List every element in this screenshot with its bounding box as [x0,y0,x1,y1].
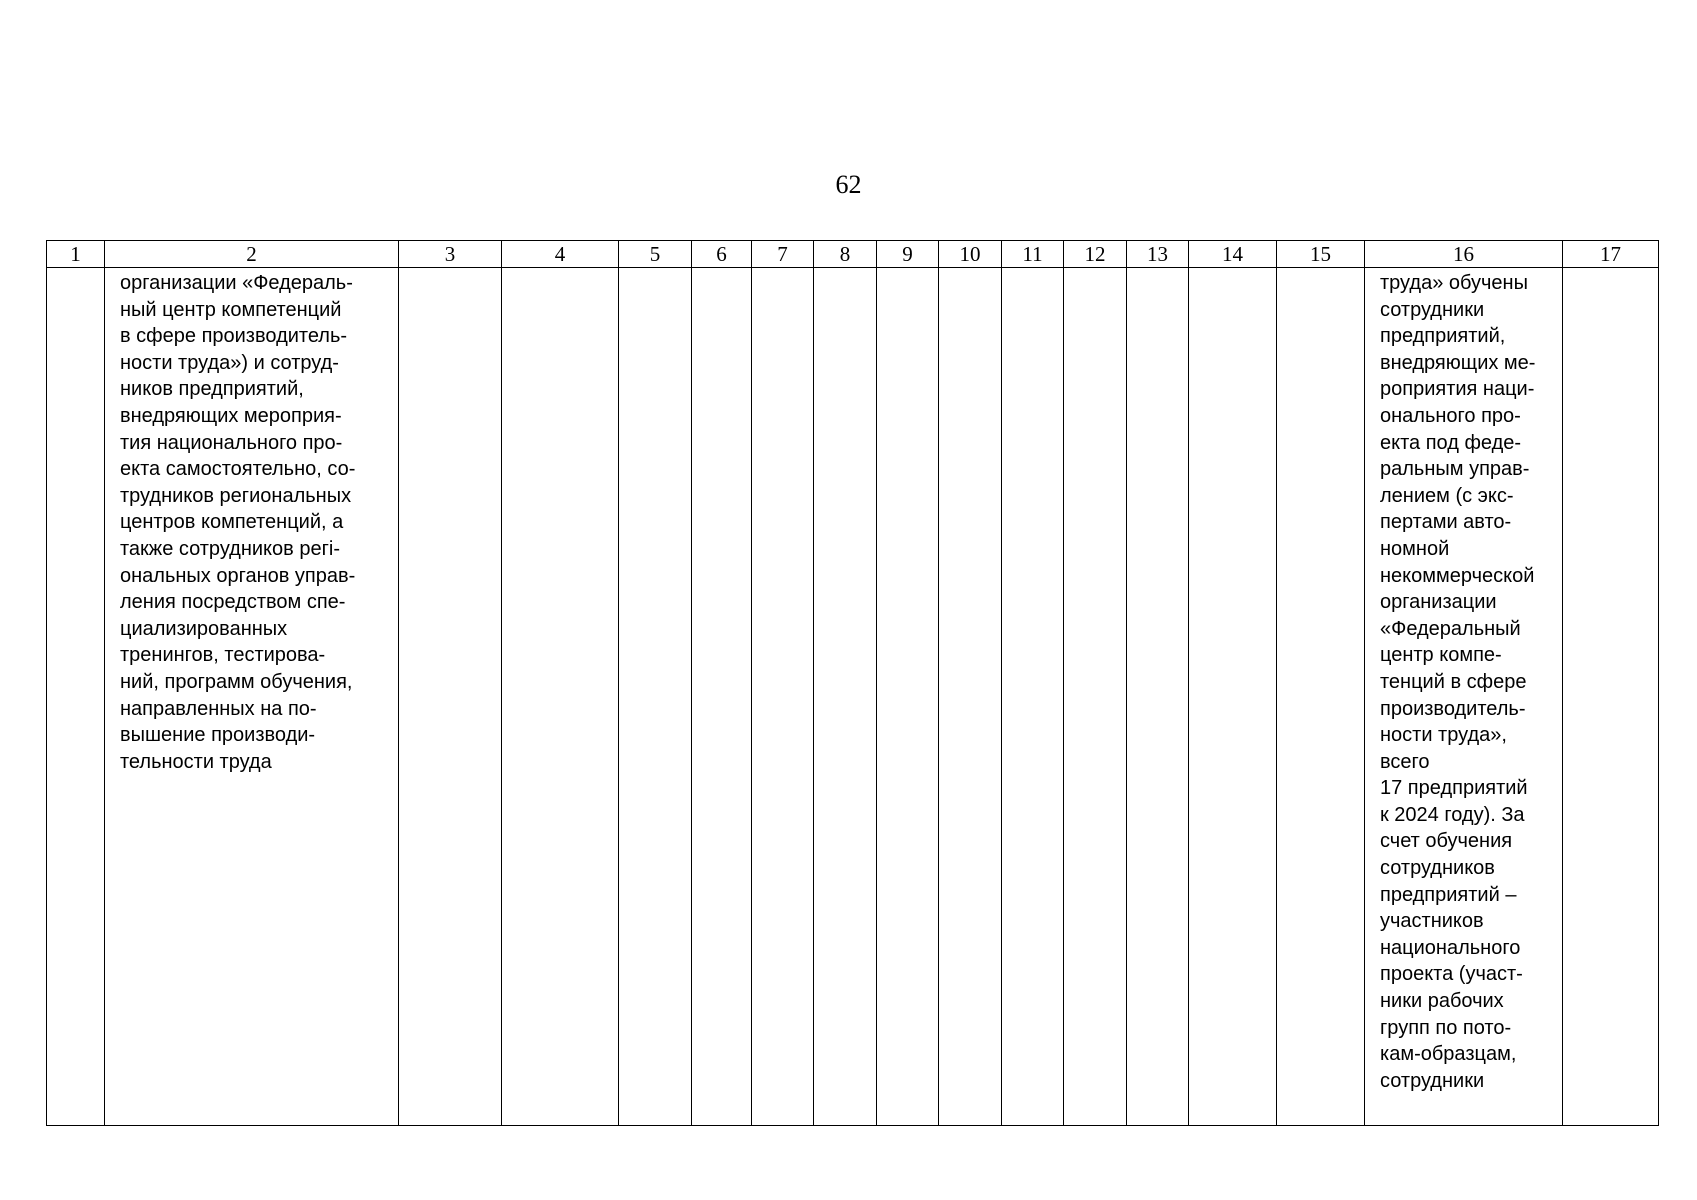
column-header-1: 1 [47,241,105,268]
table-cell-16 [1365,268,1563,1126]
table-cell-7 [752,268,814,1126]
column-header-2: 2 [105,241,399,268]
document-table [46,240,1659,1126]
cell-text-col16: труда» обучены сотрудники предприятий, внедряющих ме- роприятия наци- онального про- екта под феде- ральным управ- лением (с экс- пертами авто- номной некоммерческой организации «Федеральный центр компе- тенций в сфере производитель- ности труда», всего 17 предприятий к 2024 году). За счет обучения сотрудников предприятий – участников национального проекта (участ- ники рабочих групп по пото- кам-образцам, сотрудники [1380,272,1536,1092]
column-header-17: 17 [1563,241,1659,268]
table-cell-8 [814,268,877,1126]
column-header-8: 8 [814,241,877,268]
table-row [47,268,1659,1126]
column-header-15: 15 [1277,241,1365,268]
cell-text-col2: организации «Федераль- ный центр компетенций в сфере производитель- ности труда») и сотруд- ников предприятий, внедряющих мероприя- тия национального про- екта самостоятельно, со- трудников региональных центров компетенций, а также сотрудников регі- ональных органов управ- ления посредством спе- циализированных тренингов, тестирова- ний, программ обучения, направленных на по- вышение производи- тельности труда [120,272,356,773]
table-cell-17 [1563,268,1659,1126]
column-header-11: 11 [1002,241,1064,268]
page-number: 62 [835,170,862,199]
column-header-6: 6 [692,241,752,268]
column-header-14: 14 [1189,241,1277,268]
column-header-12: 12 [1064,241,1127,268]
table-cell-12 [1064,268,1127,1126]
table-cell-10 [939,268,1002,1126]
table-cell-6 [692,268,752,1126]
table-cell-2 [105,268,399,1126]
table-cell-11 [1002,268,1064,1126]
column-header-7: 7 [752,241,814,268]
table-cell-1 [47,268,105,1126]
column-header-10: 10 [939,241,1002,268]
column-header-5: 5 [619,241,692,268]
table-cell-15 [1277,268,1365,1126]
column-header-4: 4 [502,241,619,268]
table-cell-5 [619,268,692,1126]
column-header-3: 3 [399,241,502,268]
table-cell-14 [1189,268,1277,1126]
column-header-9: 9 [877,241,939,268]
table-cell-13 [1127,268,1189,1126]
column-header-13: 13 [1127,241,1189,268]
table-cell-3 [399,268,502,1126]
table-cell-4 [502,268,619,1126]
column-header-16: 16 [1365,241,1563,268]
header-row [47,241,1659,268]
table-cell-9 [877,268,939,1126]
